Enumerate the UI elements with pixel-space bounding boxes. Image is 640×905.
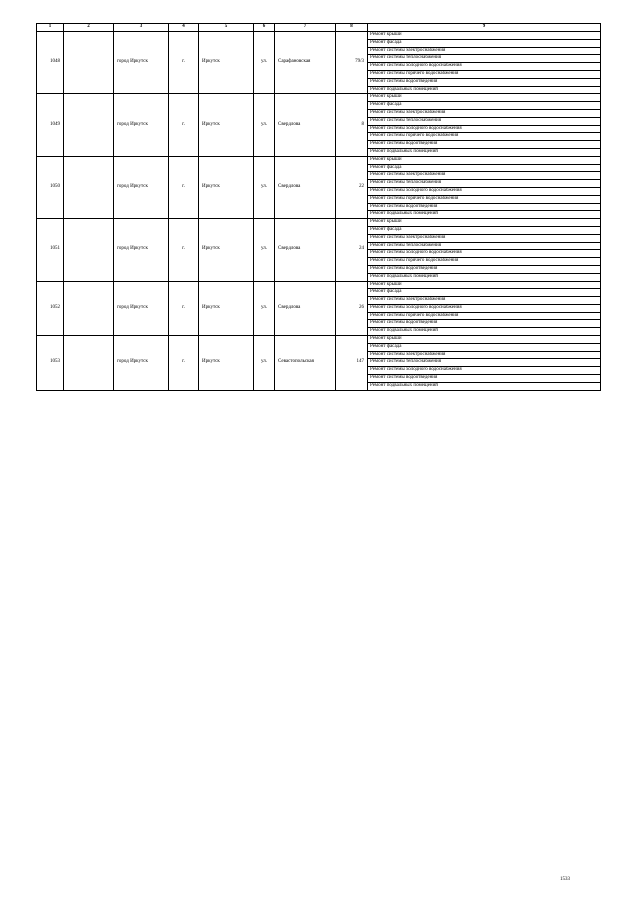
repair-work-item: Ремонт системы электроснабжения	[368, 109, 601, 117]
repair-work-item: Ремонт системы водоотведения	[368, 203, 601, 211]
repair-work-item: Ремонт подвальных помещений	[368, 273, 601, 281]
repair-work-item: Ремонт системы электроснабжения	[368, 351, 601, 359]
empty-cell	[64, 94, 114, 156]
repair-work-item: Ремонт крыши	[368, 336, 601, 344]
repair-work-item: Ремонт системы водоотведения	[368, 265, 601, 273]
column-header: 6	[254, 24, 275, 32]
municipality: город Иркутск	[114, 281, 169, 336]
settlement-name: Иркутск	[199, 219, 254, 281]
house-number: 79/3	[336, 32, 368, 94]
street-type: ул.	[254, 336, 275, 391]
repair-work-item: Ремонт системы холодного водоснабжения	[368, 367, 601, 375]
repair-work-item: Ремонт системы горячего водоснабжения	[368, 70, 601, 78]
municipality: город Иркутск	[114, 94, 169, 156]
table-row	[37, 219, 601, 227]
repair-work-item: Ремонт системы электроснабжения	[368, 47, 601, 55]
repair-work-item: Ремонт системы холодного водоснабжения	[368, 304, 601, 312]
repair-work-item: Ремонт крыши	[368, 32, 601, 40]
settlement-name: Иркутск	[199, 336, 254, 391]
empty-cell	[64, 156, 114, 218]
repair-work-item: Ремонт системы электроснабжения	[368, 234, 601, 242]
repair-work-item: Ремонт системы теплоснабжения	[368, 242, 601, 250]
repair-work-item: Ремонт крыши	[368, 219, 601, 227]
settlement-name: Иркутск	[199, 32, 254, 94]
settlement-type: г.	[169, 32, 199, 94]
repair-work-item: Ремонт системы горячего водоснабжения	[368, 133, 601, 141]
street-type: ул.	[254, 156, 275, 218]
repair-work-item: Ремонт системы водоотведения	[368, 375, 601, 383]
table-row	[37, 336, 601, 344]
empty-cell	[64, 281, 114, 336]
municipality: город Иркутск	[114, 156, 169, 218]
house-number: 147	[336, 336, 368, 391]
repair-work-item: Ремонт крыши	[368, 94, 601, 102]
repair-work-item: Ремонт подвальных помещений	[368, 328, 601, 336]
street-name: Сарафановская	[275, 32, 336, 94]
empty-cell	[64, 219, 114, 281]
settlement-name: Иркутск	[199, 281, 254, 336]
repair-work-item: Ремонт системы водоотведения	[368, 320, 601, 328]
repair-work-item: Ремонт системы горячего водоснабжения	[368, 258, 601, 266]
repair-work-item: Ремонт крыши	[368, 281, 601, 289]
repair-work-item: Ремонт системы горячего водоснабжения	[368, 312, 601, 320]
street-name: Севастопольская	[275, 336, 336, 391]
house-number: 22	[336, 156, 368, 218]
repair-work-item: Ремонт подвальных помещений	[368, 148, 601, 156]
repair-work-item: Ремонт системы горячего водоснабжения	[368, 195, 601, 203]
street-name: Свердлова	[275, 94, 336, 156]
municipality: город Иркутск	[114, 32, 169, 94]
repair-work-item: Ремонт системы теплоснабжения	[368, 180, 601, 188]
repair-work-item: Ремонт фасада	[368, 164, 601, 172]
repair-work-item: Ремонт фасада	[368, 102, 601, 110]
repair-work-item: Ремонт системы электроснабжения	[368, 172, 601, 180]
repair-work-item: Ремонт системы холодного водоснабжения	[368, 63, 601, 71]
street-type: ул.	[254, 94, 275, 156]
street-type: ул.	[254, 32, 275, 94]
settlement-type: г.	[169, 281, 199, 336]
settlement-type: г.	[169, 94, 199, 156]
repair-work-item: Ремонт системы электроснабжения	[368, 297, 601, 305]
column-header: 5	[199, 24, 254, 32]
repair-work-item: Ремонт фасада	[368, 343, 601, 351]
table-row	[37, 281, 601, 289]
house-number: 8	[336, 94, 368, 156]
empty-cell	[64, 336, 114, 391]
empty-cell	[64, 32, 114, 94]
settlement-name: Иркутск	[199, 94, 254, 156]
table-row	[37, 156, 601, 164]
repair-work-item: Ремонт системы теплоснабжения	[368, 359, 601, 367]
record-number: 1048	[37, 32, 64, 94]
repair-work-item: Ремонт системы холодного водоснабжения	[368, 187, 601, 195]
column-header: 9	[368, 24, 601, 32]
header-row	[37, 24, 601, 32]
table-row	[37, 32, 601, 40]
column-header: 4	[169, 24, 199, 32]
settlement-type: г.	[169, 219, 199, 281]
record-number: 1053	[37, 336, 64, 391]
record-number: 1052	[37, 281, 64, 336]
repair-work-item: Ремонт фасада	[368, 226, 601, 234]
record-number: 1050	[37, 156, 64, 218]
column-header: 1	[37, 24, 64, 32]
column-header: 2	[64, 24, 114, 32]
repair-work-item: Ремонт системы теплоснабжения	[368, 117, 601, 125]
repair-work-item: Ремонт фасада	[368, 39, 601, 47]
repair-work-item: Ремонт подвальных помещений	[368, 86, 601, 94]
repair-work-item: Ремонт крыши	[368, 156, 601, 164]
column-header: 7	[275, 24, 336, 32]
repair-work-item: Ремонт системы холодного водоснабжения	[368, 125, 601, 133]
municipality: город Иркутск	[114, 219, 169, 281]
column-header: 3	[114, 24, 169, 32]
record-number: 1049	[37, 94, 64, 156]
repair-work-item: Ремонт подвальных помещений	[368, 211, 601, 219]
house-number: 26	[336, 281, 368, 336]
street-name: Свердлова	[275, 156, 336, 218]
repair-work-item: Ремонт системы холодного водоснабжения	[368, 250, 601, 258]
street-name: Свердлова	[275, 219, 336, 281]
repair-work-item: Ремонт системы водоотведения	[368, 141, 601, 149]
street-name: Свердлова	[275, 281, 336, 336]
repair-work-item: Ремонт системы теплоснабжения	[368, 55, 601, 63]
settlement-type: г.	[169, 336, 199, 391]
table-body	[37, 32, 601, 391]
street-type: ул.	[254, 281, 275, 336]
record-number: 1051	[37, 219, 64, 281]
housing-repair-table	[36, 23, 601, 391]
page-number: 1533	[560, 877, 570, 882]
table-row	[37, 94, 601, 102]
street-type: ул.	[254, 219, 275, 281]
repair-work-item: Ремонт подвальных помещений	[368, 382, 601, 390]
settlement-type: г.	[169, 156, 199, 218]
column-header: 8	[336, 24, 368, 32]
municipality: город Иркутск	[114, 336, 169, 391]
repair-work-item: Ремонт фасада	[368, 289, 601, 297]
repair-work-item: Ремонт системы водоотведения	[368, 78, 601, 86]
settlement-name: Иркутск	[199, 156, 254, 218]
house-number: 24	[336, 219, 368, 281]
